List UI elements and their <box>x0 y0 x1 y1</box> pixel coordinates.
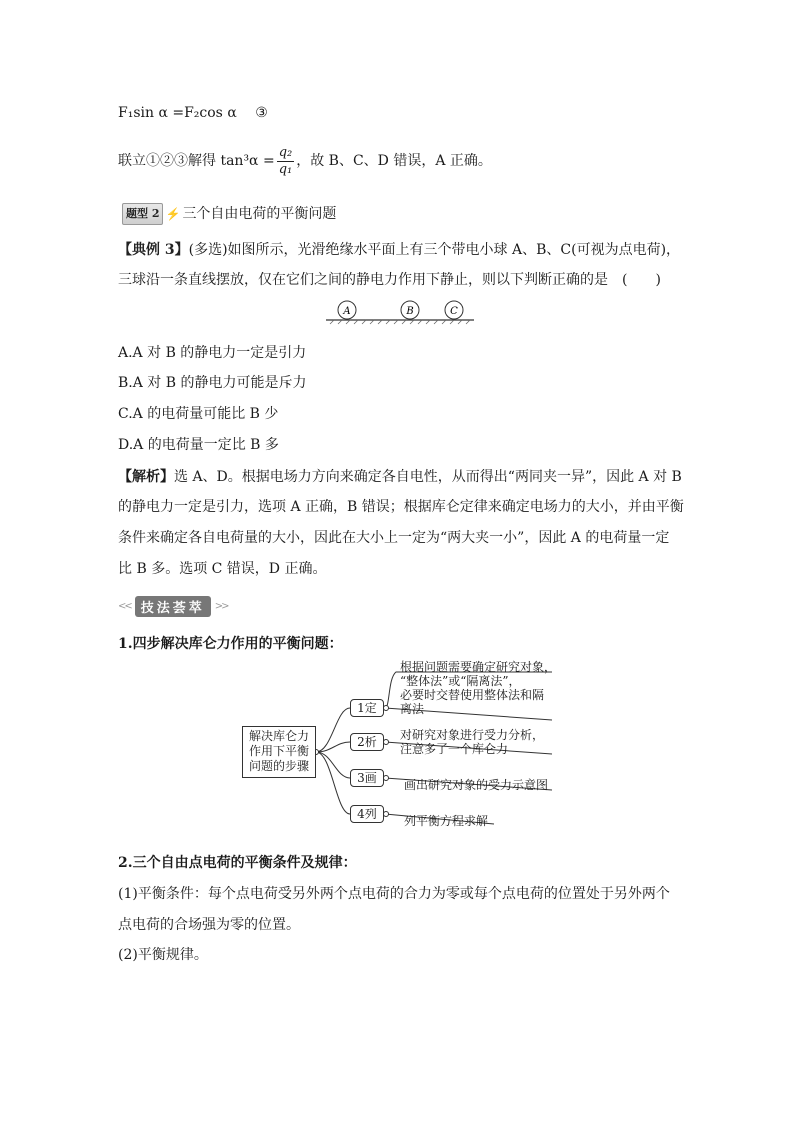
rule-line: (2)平衡规律。 <box>118 947 208 963</box>
section-title: 三个自由电荷的平衡问题 <box>182 206 337 222</box>
section-heading <box>122 203 336 225</box>
mindmap-root-line-2: 作用下平衡 <box>248 744 309 758</box>
step-1-box: 1定 <box>350 699 384 717</box>
analysis-line-2: 的静电力一定是引力，选项 A 正确，B 错误；根据库仑定律来确定电场力的大小，并由平衡 <box>118 499 684 515</box>
equation-3-text: F₁sin α =F₂cos α <box>118 105 237 121</box>
mindmap-root-line-3: 问题的步骤 <box>248 759 309 773</box>
step-4-desc: 列平衡方程求解 <box>404 814 489 828</box>
example-tag: 【典例 3】 <box>118 242 189 258</box>
step-1-desc-line-4: 离法 <box>400 702 425 716</box>
step-1-desc-line-2: “整体法”或“隔离法”， <box>400 674 521 688</box>
balls-figure <box>322 298 478 326</box>
step-3-desc: 画出研究对象的受力示意图 <box>404 778 549 792</box>
condition-line-2: 点电荷的合场强为零的位置。 <box>118 917 300 933</box>
option-c: C.A 的电荷量可能比 B 少 <box>118 406 279 422</box>
analysis-tag: 【解析】 <box>118 469 174 485</box>
mindmap-root-line-1: 解决库仑力 <box>248 729 309 743</box>
ball-a-label: A <box>343 306 351 317</box>
fraction-q2-q1 <box>277 145 295 178</box>
analysis-line-4: 比 B 多。选项 C 错误，D 正确。 <box>118 561 327 577</box>
conclusion-pre: 联立①②③解得 tan³α = <box>118 153 275 169</box>
ball-b-label: B <box>406 306 414 317</box>
section-badge: 题型 2 <box>122 203 163 225</box>
fraction-denominator: q₁ <box>278 161 293 177</box>
banner-title: 技法荟萃 <box>135 596 211 617</box>
step-2-box: 2析 <box>350 733 384 751</box>
step-4-box: 4列 <box>350 805 384 823</box>
option-a: A.A 对 B 的静电力一定是引力 <box>118 345 307 361</box>
conclusion-post: ，故 B、C、D 错误，A 正确。 <box>296 153 492 169</box>
example-line-1 <box>118 240 680 260</box>
step-1-desc-line-3: 必要时交替使用整体法和隔 <box>400 688 545 702</box>
analysis-line-1 <box>118 467 682 487</box>
step-1-desc <box>400 660 556 716</box>
ball-c-label: C <box>450 306 458 317</box>
step-3-box: 3画 <box>350 769 384 787</box>
lightning-icon: ⚡ <box>165 207 181 221</box>
equation-3 <box>118 103 268 123</box>
condition-line-1: (1)平衡条件：每个点电荷受另外两个点电荷的合力为零或每个点电荷的位置处于另外两个 <box>118 886 670 902</box>
analysis-text-1: 选 A、D。根据电场力方向来确定各自电性，从而得出“两同夹一异”，因此 A 对 B <box>174 469 682 485</box>
point-1-heading: 1.四步解决库仑力作用的平衡问题： <box>118 636 343 652</box>
step-2-desc-line-1: 对研究对象进行受力分析， <box>400 728 545 742</box>
banner-left-ornament: << <box>118 601 131 612</box>
step-1-desc-line-1: 根据问题需要确定研究对象， <box>400 660 557 674</box>
steps-mindmap <box>240 658 560 838</box>
option-d: D.A 的电荷量一定比 B 多 <box>118 437 279 453</box>
analysis-line-3: 条件来确定各自电荷量的大小，因此在大小上一定为“两大夹一小”，因此 A 的电荷量一定 <box>118 530 670 546</box>
option-b: B.A 对 B 的静电力可能是斥力 <box>118 375 307 391</box>
point-2-heading: 2.三个自由点电荷的平衡条件及规律： <box>118 855 357 871</box>
ground-hatch <box>330 320 470 324</box>
banner-right-ornament: >> <box>214 601 228 612</box>
example-text-1: (多选)如图所示，光滑绝缘水平面上有三个带电小球 A、B、C(可视为点电荷)， <box>188 242 681 258</box>
skills-banner <box>118 596 228 617</box>
fraction-numerator: q₂ <box>278 144 293 160</box>
example-line-2: 三球沿一条直线摆放，仅在它们之间的静电力作用下静止，则以下判断正确的是 ( ) <box>118 272 661 288</box>
step-2-desc <box>400 728 544 756</box>
conclusion-line <box>118 142 492 180</box>
mindmap-root <box>242 726 316 778</box>
equation-marker: ③ <box>255 105 268 121</box>
step-2-desc-line-2: 注意多了一个库仑力 <box>400 742 509 756</box>
